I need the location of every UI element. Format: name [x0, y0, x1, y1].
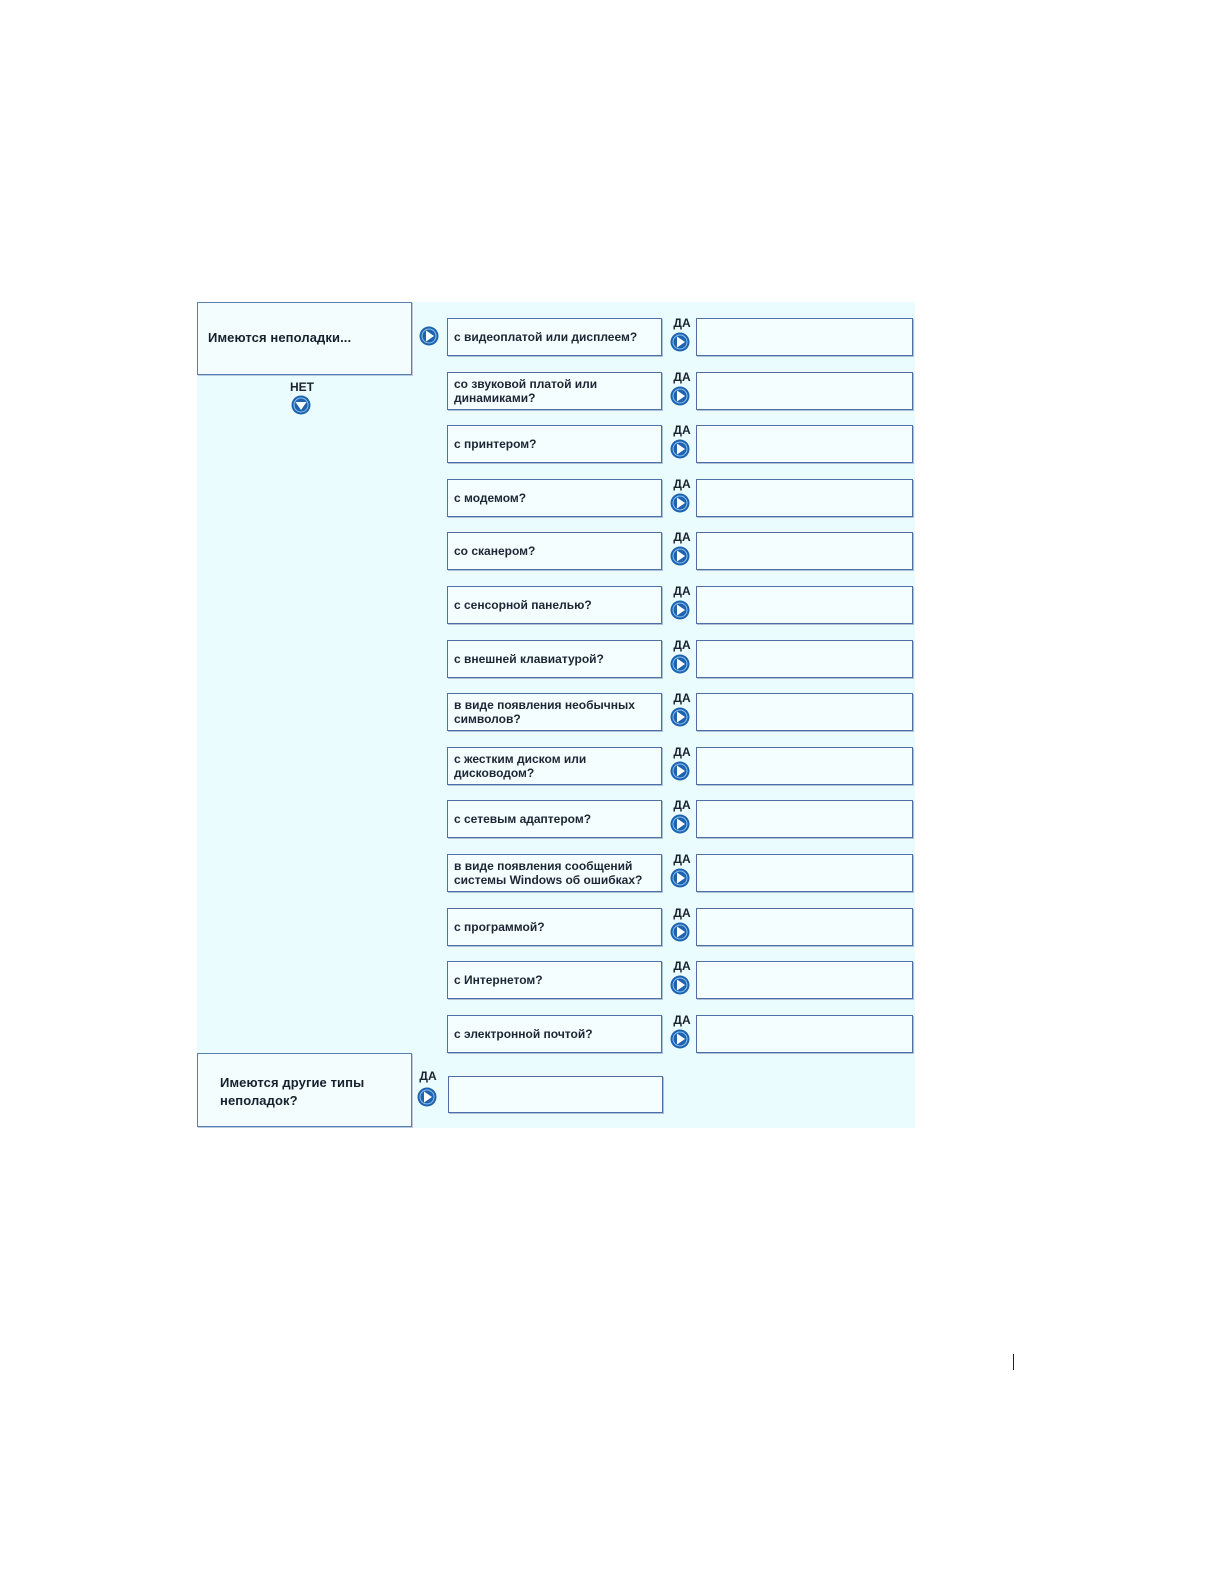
answer-box: [696, 747, 913, 785]
yes-arrow-right-icon: [670, 546, 690, 566]
question-text: с Интернетом?: [454, 973, 543, 987]
other-yes-label: ДА: [419, 1069, 437, 1083]
question-text: в виде появления сообщений системы Windows об ошибках?: [454, 859, 643, 887]
question-box: [447, 372, 662, 410]
question-box: [447, 479, 662, 517]
question-text: с сетевым адаптером?: [454, 812, 592, 826]
yes-label: ДА: [673, 691, 691, 705]
yes-label: ДА: [673, 906, 691, 920]
question-box: [447, 800, 662, 838]
question-text: с программой?: [454, 920, 545, 934]
question-text: с сенсорной панелью?: [454, 598, 592, 612]
question-text: с жестким диском или дисководом?: [454, 752, 587, 780]
answer-box: [696, 961, 913, 999]
yes-arrow-right-icon: [670, 868, 690, 888]
page-margin-mark: [1013, 1354, 1014, 1370]
no-label: НЕТ: [290, 380, 314, 394]
yes-label: ДА: [673, 316, 691, 330]
start-arrow-right-icon: [419, 326, 439, 346]
no-arrow-down-icon: [291, 395, 311, 415]
answer-box: [696, 425, 913, 463]
question-box: [447, 1015, 662, 1053]
question-box: [447, 318, 662, 356]
answer-box: [696, 693, 913, 731]
yes-label: ДА: [673, 959, 691, 973]
answer-box: [696, 372, 913, 410]
question-box: [447, 747, 662, 785]
yes-arrow-right-icon: [670, 654, 690, 674]
question-text: с видеоплатой или дисплеем?: [454, 330, 638, 344]
answer-box: [696, 800, 913, 838]
answer-box: [696, 479, 913, 517]
yes-label: ДА: [673, 370, 691, 384]
start-question-box: [197, 302, 412, 375]
yes-label: ДА: [673, 584, 691, 598]
question-box: [447, 693, 662, 731]
other-question-text: Имеются другие типы неполадок?: [220, 1075, 365, 1108]
yes-arrow-right-icon: [670, 493, 690, 513]
answer-box: [696, 586, 913, 624]
yes-label: ДА: [673, 423, 691, 437]
question-text: со сканером?: [454, 544, 536, 558]
yes-label: ДА: [673, 638, 691, 652]
question-box: [447, 854, 662, 892]
yes-arrow-right-icon: [670, 386, 690, 406]
yes-label: ДА: [673, 798, 691, 812]
yes-arrow-right-icon: [670, 922, 690, 942]
yes-label: ДА: [673, 1013, 691, 1027]
answer-box: [696, 1015, 913, 1053]
question-text: с модемом?: [454, 491, 527, 505]
question-text: со звуковой платой или динамиками?: [454, 377, 598, 405]
yes-arrow-right-icon: [670, 975, 690, 995]
question-box: [447, 425, 662, 463]
start-question-text: Имеются неполадки...: [208, 330, 352, 345]
question-box: [447, 908, 662, 946]
answer-box: [696, 854, 913, 892]
question-box: [447, 961, 662, 999]
question-text: в виде появления необычных символов?: [454, 698, 635, 726]
answer-box: [696, 640, 913, 678]
yes-arrow-right-icon: [670, 707, 690, 727]
yes-arrow-right-icon: [670, 1029, 690, 1049]
yes-label: ДА: [673, 745, 691, 759]
other-yes-arrow-right-icon: [417, 1087, 437, 1107]
other-answer-box: [448, 1076, 663, 1113]
question-box: [447, 586, 662, 624]
yes-label: ДА: [673, 477, 691, 491]
question-text: с электронной почтой?: [454, 1027, 593, 1041]
yes-label: ДА: [673, 530, 691, 544]
yes-arrow-right-icon: [670, 439, 690, 459]
question-box: [447, 532, 662, 570]
yes-arrow-right-icon: [670, 761, 690, 781]
other-question-box: [197, 1053, 412, 1127]
yes-label: ДА: [673, 852, 691, 866]
answer-box: [696, 908, 913, 946]
question-text: с принтером?: [454, 437, 537, 451]
yes-arrow-right-icon: [670, 814, 690, 834]
question-text: с внешней клавиатурой?: [454, 652, 604, 666]
answer-box: [696, 532, 913, 570]
yes-arrow-right-icon: [670, 600, 690, 620]
question-box: [447, 640, 662, 678]
answer-box: [696, 318, 913, 356]
yes-arrow-right-icon: [670, 332, 690, 352]
